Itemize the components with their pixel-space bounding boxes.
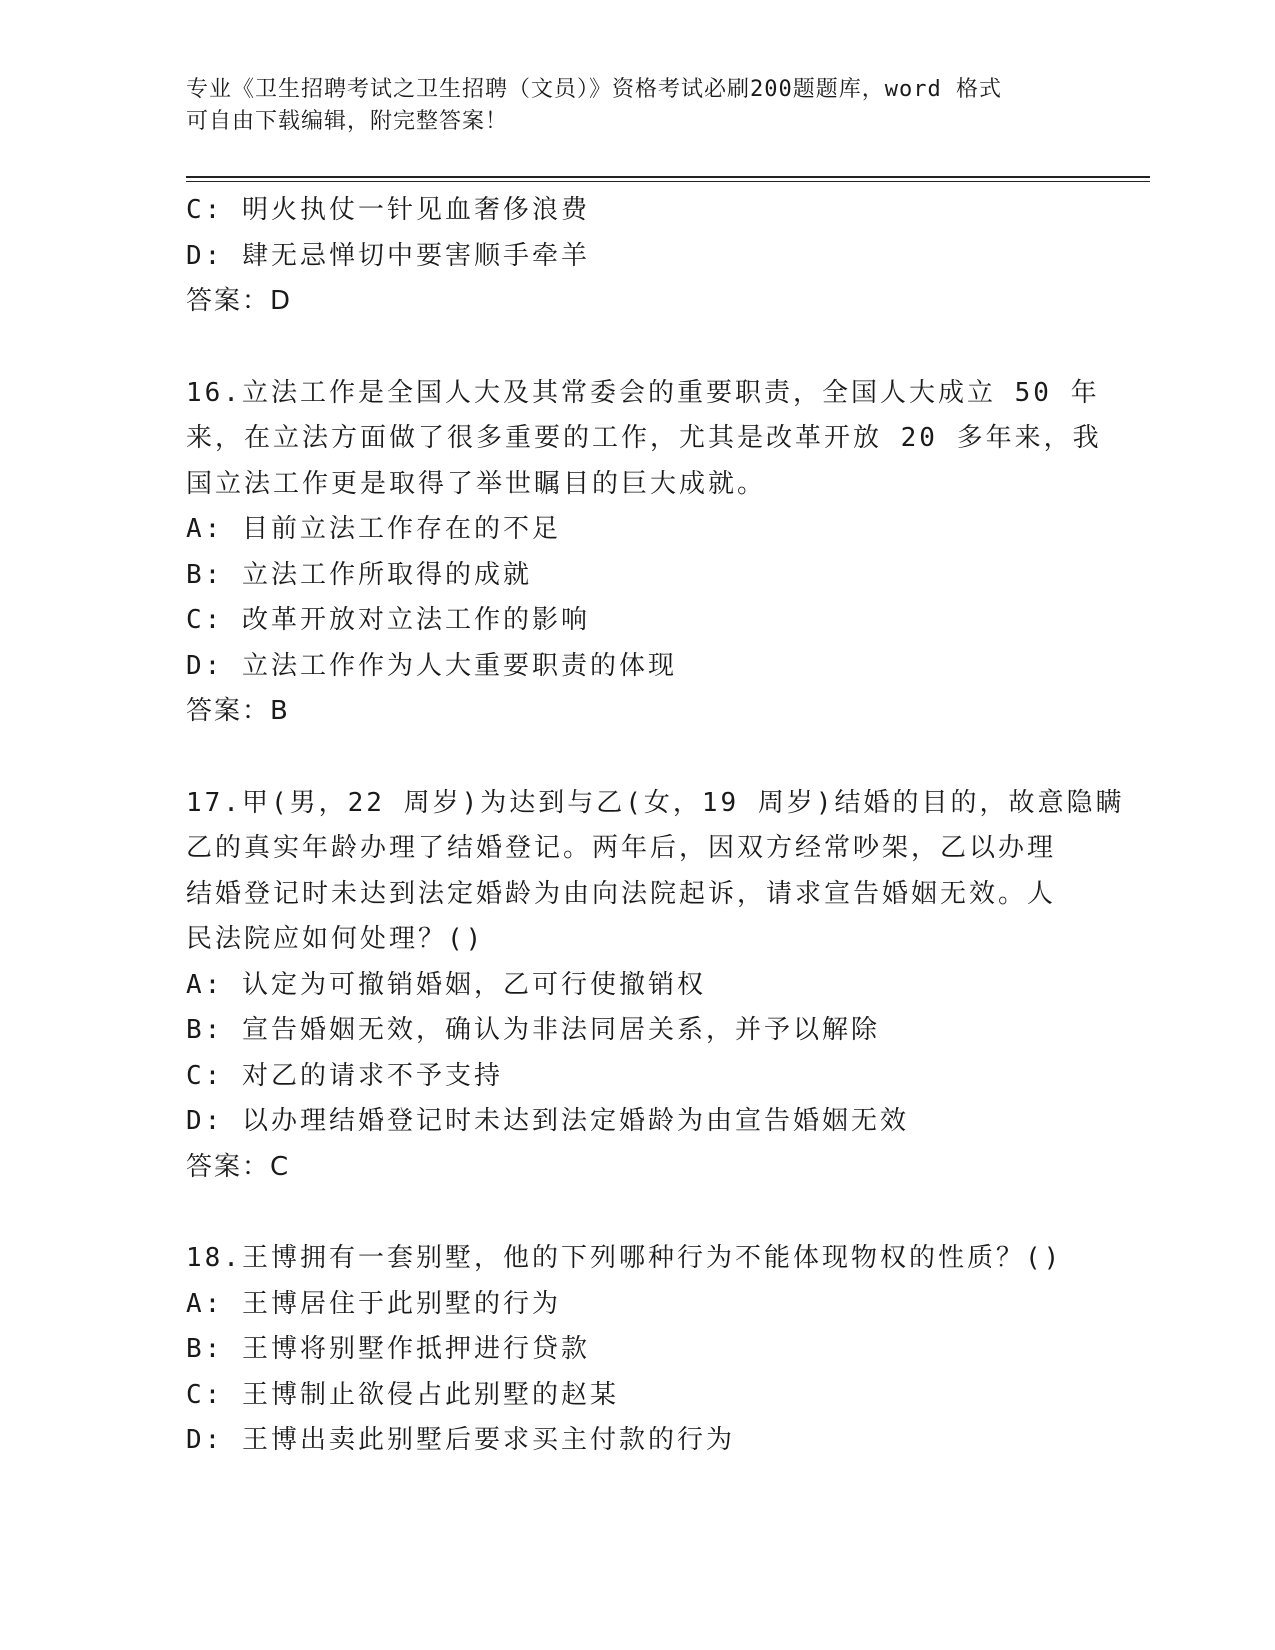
question-list [186,188,1125,1464]
question-text-line: 国立法工作更是取得了举世瞩目的巨大成就。 [186,468,767,499]
header-line-2: 可自由下载编辑，附完整答案！ [186,109,509,134]
answer-label: 答案：C [186,1151,291,1182]
header-line-1: 专业《卫生招聘考试之卫生招聘（文员）》资格考试必刷200题题库，word 格式 [186,77,1002,102]
question-text-line: 来，在立法方面做了很多重要的工作，尤其是改革开放 20 多年来，我 [186,423,1102,453]
question-17 [186,781,1125,1191]
option-c: C: 明火执仗一针见血奢侈浪费 [186,195,590,225]
question-text-line: 18.王博拥有一套别墅，他的下列哪种行为不能体现物权的性质？() [186,1243,1063,1273]
question-text-line: 乙的真实年龄办理了结婚登记。两年后，因双方经常吵架，乙以办理 [186,833,1057,863]
option-c: C: 对乙的请求不予支持 [186,1060,503,1091]
spacer [186,1190,1086,1236]
option-d: D: 以办理结婚登记时未达到法定婚龄为由宣告婚姻无效 [186,1106,909,1136]
document-header [186,74,1066,138]
option-b: B: 立法工作所取得的成就 [186,559,532,590]
spacer [186,325,1086,371]
option-d: D: 王博出卖此别墅后要求买主付款的行为 [186,1425,735,1455]
option-a: A: 认定为可撤销婚姻，乙可行使撤销权 [186,969,706,1000]
answer-label: 答案：D [186,286,293,316]
option-b: B: 宣告婚姻无效，确认为非法同居关系，并予以解除 [186,1015,880,1045]
option-a: A: 目前立法工作存在的不足 [186,514,561,544]
question-text-line: 结婚登记时未达到法定婚龄为由向法院起诉，请求宣告婚姻无效。人 [186,878,1057,909]
spacer [186,735,1086,781]
question-text-line: 17.甲(男，22 周岁)为达到与乙(女，19 周岁)结婚的目的，故意隐瞒 [186,787,1125,818]
option-c: C: 王博制止欲侵占此别墅的赵某 [186,1379,619,1410]
option-a: A: 王博居住于此别墅的行为 [186,1288,561,1319]
question-16 [186,371,1102,735]
option-d: D: 立法工作作为人大重要职责的体现 [186,650,677,681]
option-c: C: 改革开放对立法工作的影响 [186,605,590,635]
question-18 [186,1236,1086,1464]
header-divider [186,176,1150,182]
question-text-line: 民法院应如何处理？() [186,924,485,954]
option-d: D: 肆无忌惮切中要害顺手牵羊 [186,240,590,271]
question-15-tail [186,188,1086,325]
answer-label: 答案：B [186,696,290,726]
question-text-line: 16.立法工作是全国人大及其常委会的重要职责，全国人大成立 50 年 [186,377,1100,408]
option-b: B: 王博将别墅作抵押进行贷款 [186,1334,590,1364]
